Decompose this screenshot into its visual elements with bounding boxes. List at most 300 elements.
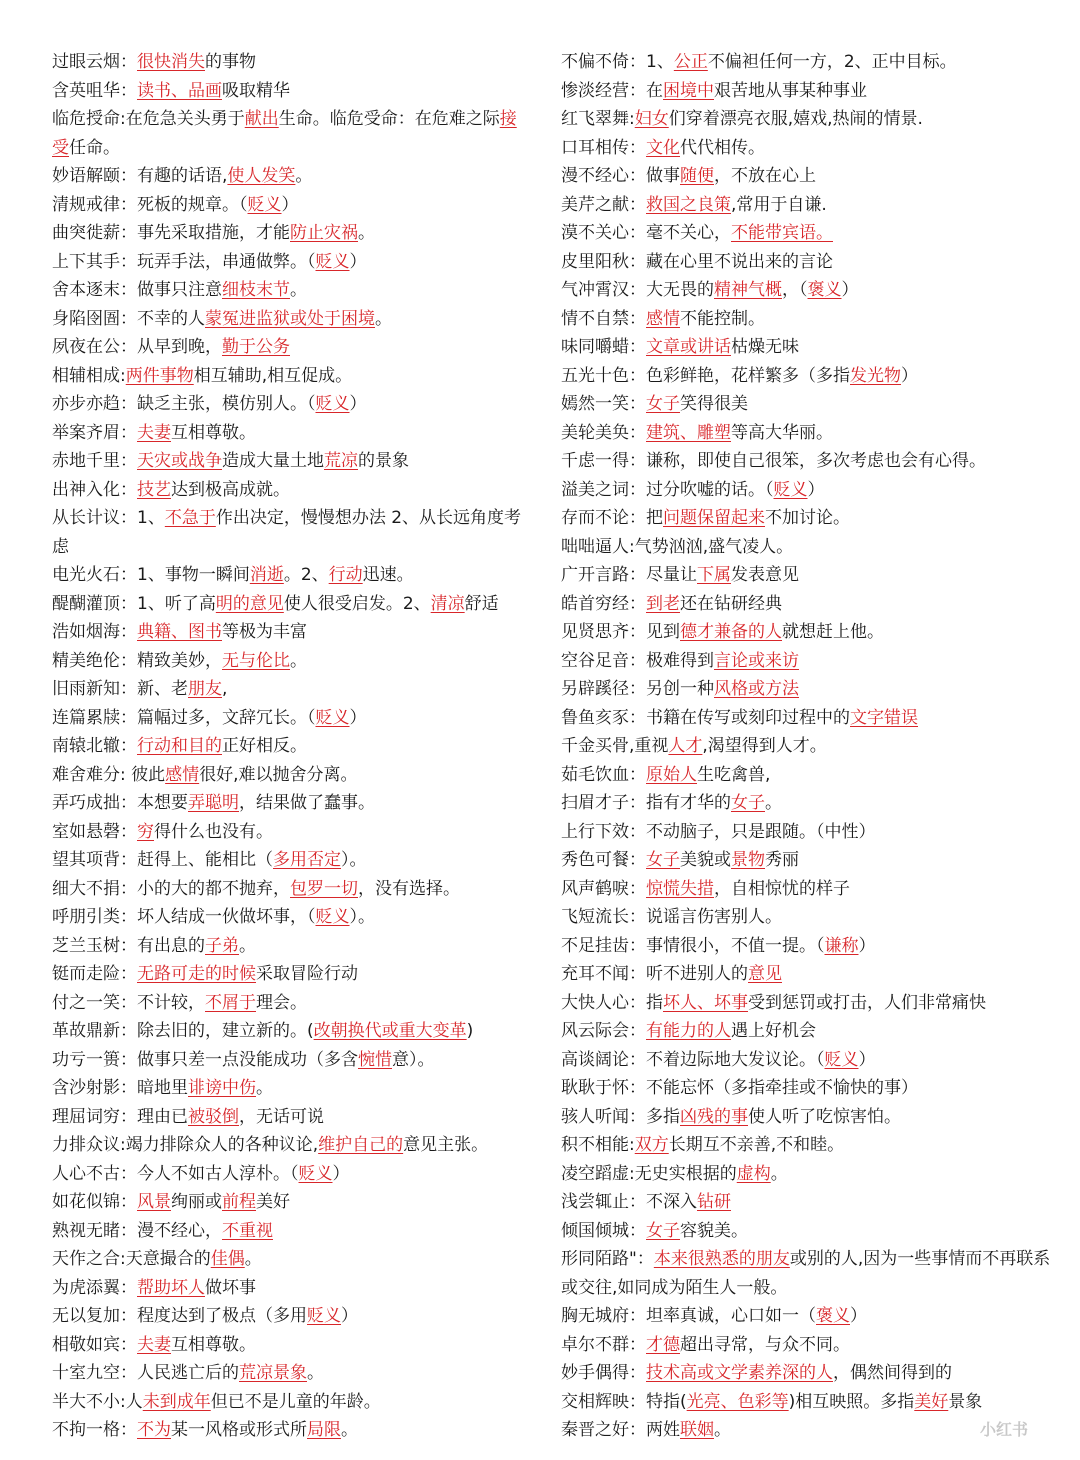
idiom-entry — [52, 77, 532, 106]
idiom-entry — [52, 618, 532, 647]
highlighted-text: 无路可走的时候 — [137, 964, 256, 984]
highlighted-text: 技艺 — [137, 479, 171, 500]
entry-text: 不加讨论。 — [765, 508, 850, 528]
highlighted-text: 建筑、雕塑 — [646, 422, 731, 443]
entry-text: 妙手偶得： — [561, 1363, 646, 1383]
idiom-entry — [561, 504, 1051, 533]
highlighted-text: 女子 — [731, 793, 765, 813]
highlighted-text: 本来很熟悉的朋友 — [653, 1249, 790, 1269]
entry-text: 皓首穷经： — [561, 593, 646, 614]
entry-text: 卓尔不群： — [561, 1334, 646, 1355]
entry-text: 浩如烟海： — [52, 622, 137, 642]
entry-text: 。 — [770, 1163, 788, 1184]
idiom-entry — [561, 362, 1051, 391]
entry-text: 生命。临危受命：在危难之际 — [278, 109, 500, 129]
entry-text: ） — [807, 479, 825, 500]
entry-text: 积不相能: — [561, 1135, 635, 1155]
highlighted-text: 典籍、图书 — [137, 622, 222, 642]
highlighted-text: 接受 — [52, 109, 517, 158]
idiom-entry — [561, 1331, 1051, 1360]
entry-text: 空谷足音：极难得到 — [561, 650, 714, 671]
entry-text: 气冲霄汉：大无畏的 — [561, 280, 714, 300]
highlighted-text: 使人发笑 — [227, 166, 296, 186]
idiom-entry — [561, 618, 1051, 647]
entry-text: 意见主张。 — [403, 1135, 489, 1155]
highlighted-text: 不屑于 — [205, 992, 256, 1013]
highlighted-text: 贬义 — [315, 907, 350, 927]
entry-text: 长期互不亲善,不和睦。 — [668, 1135, 845, 1155]
idiom-entry — [52, 675, 532, 704]
entry-text: 凌空蹈虚:无史实根据的 — [561, 1163, 737, 1184]
entry-text: ,常用于自谦. — [731, 194, 827, 215]
highlighted-text: 夫妻 — [137, 422, 171, 443]
highlighted-text: 美好 — [914, 1391, 949, 1412]
idiom-entry — [561, 191, 1051, 220]
entry-text: 很好,难以抛舍分离。 — [199, 764, 358, 785]
entry-text: 。2、 — [283, 565, 329, 585]
entry-text: 。 — [290, 280, 307, 300]
idiom-entry — [52, 1103, 532, 1132]
entry-text: ） — [841, 280, 859, 300]
highlighted-text: 虚构 — [736, 1163, 771, 1184]
entry-text: 红飞翠舞: — [561, 109, 635, 129]
idiom-entry — [561, 732, 1051, 761]
idiom-entry — [52, 362, 532, 391]
entry-text: ） — [332, 1163, 350, 1184]
highlighted-text: 明的意见 — [215, 593, 284, 614]
entry-text: 天作之合:天意撮合的 — [52, 1249, 211, 1269]
highlighted-text: 贬义 — [307, 1306, 341, 1326]
idiom-entry — [561, 1046, 1051, 1075]
entry-text: 。 — [256, 1078, 273, 1098]
entry-text: ，无话可说 — [239, 1106, 324, 1127]
highlighted-text: 褒义 — [807, 280, 842, 300]
idiom-entry — [561, 390, 1051, 419]
entry-text: 。 — [239, 935, 256, 956]
idiom-entry — [561, 1302, 1051, 1331]
idiom-entry — [561, 219, 1051, 248]
entry-text: 秦晋之好：两姓 — [561, 1420, 680, 1440]
entry-text: 难舍难分: 彼此 — [52, 764, 166, 785]
idiom-entry — [52, 989, 532, 1018]
entry-text: 或别的人,因为一些事情而不再联系或交往,如同成为陌生人一般。 — [561, 1249, 1051, 1298]
entry-text: 秀丽 — [765, 850, 799, 870]
entry-text: 骇人听闻：多指 — [561, 1106, 680, 1127]
entry-text: 相辅相成: — [52, 365, 126, 386]
highlighted-text: 荒凉 — [324, 451, 358, 471]
right-column — [561, 48, 1051, 1445]
highlighted-text: 凶残的事 — [680, 1106, 748, 1127]
highlighted-text: 救国之良策 — [646, 194, 731, 215]
highlighted-text: 不为 — [137, 1420, 171, 1440]
entry-text: 艰苦地从事某种事业 — [714, 80, 867, 101]
entry-text: 们穿着漂亮衣服,嬉戏,热闹的情景. — [668, 109, 923, 129]
highlighted-text: 包罗一切 — [290, 878, 358, 899]
entry-text: 室如悬磬： — [52, 821, 137, 842]
entry-text: ） — [341, 1306, 358, 1326]
idiom-entry — [52, 1017, 532, 1046]
entry-text: 鲁鱼亥豕：书籍在传写或刻印过程中的 — [561, 707, 850, 728]
entry-text: 相互辅助,相互促成。 — [193, 365, 353, 386]
entry-text: 不能控制。 — [680, 308, 765, 329]
highlighted-text: 无与伦比 — [222, 650, 290, 671]
entry-text: ）。 — [341, 850, 367, 870]
entry-text: 功亏一篑：做事只差一点没能成功（多含 — [52, 1049, 358, 1070]
entry-text: 生吃禽兽, — [697, 764, 771, 785]
idiom-entry — [561, 704, 1051, 733]
entry-text: 容貌美。 — [680, 1220, 748, 1241]
entry-text: 充耳不闻：听不进别人的 — [561, 964, 748, 984]
entry-text: ) — [466, 1021, 474, 1041]
left-column — [52, 48, 532, 1445]
idiom-entry — [52, 590, 532, 619]
idiom-entry — [52, 903, 532, 932]
idiom-entry — [52, 1046, 532, 1075]
idiom-entry — [52, 561, 532, 590]
idiom-entry — [561, 305, 1051, 334]
highlighted-text: 改朝换代或重大变革 — [313, 1021, 467, 1041]
entry-text: 风声鹤唳： — [561, 878, 646, 899]
entry-text: 美芹之献： — [561, 194, 646, 215]
entry-text: 熟视无睹：漫不经心， — [52, 1220, 222, 1241]
entry-text: , — [222, 679, 228, 699]
entry-text: 美轮美奂： — [561, 422, 646, 443]
idiom-entry — [52, 1074, 532, 1103]
highlighted-text: 人才 — [668, 736, 703, 756]
entry-text: 从长计议：1、 — [52, 508, 165, 528]
idiom-entry — [561, 248, 1051, 277]
entry-text: 不拘一格： — [52, 1420, 137, 1440]
entry-text: 绚丽或 — [171, 1192, 222, 1212]
entry-text: 举案齐眉： — [52, 422, 137, 443]
idiom-entry — [561, 1359, 1051, 1388]
highlighted-text: 文字错误 — [850, 707, 918, 728]
idiom-entry — [52, 1245, 532, 1274]
idiom-entry — [561, 476, 1051, 505]
entry-text: 使人听了吃惊害怕。 — [748, 1106, 901, 1127]
entry-text: 十室九空：人民逃亡后的 — [52, 1363, 239, 1383]
idiom-entry — [561, 789, 1051, 818]
entry-text: 迅速。 — [362, 565, 414, 585]
entry-text: 。 — [244, 1249, 262, 1269]
highlighted-text: 勤于公务 — [222, 337, 290, 357]
entry-text: 正好相反。 — [222, 736, 307, 756]
idiom-entry — [561, 846, 1051, 875]
entry-text: 半大不小:人 — [52, 1391, 143, 1412]
idiom-entry — [561, 1160, 1051, 1189]
highlighted-text: 公正 — [673, 52, 708, 72]
highlighted-text: 清凉 — [430, 593, 465, 614]
idiom-entry — [561, 903, 1051, 932]
entry-text: 的事物 — [205, 52, 256, 72]
highlighted-text: 读书、品画 — [137, 80, 222, 101]
highlighted-text: 被驳倒 — [188, 1106, 239, 1127]
entry-text: 千金买骨,重视 — [561, 736, 669, 756]
highlighted-text: 朋友 — [188, 679, 222, 699]
entry-text: 。 — [714, 1420, 731, 1440]
entry-text: ） — [349, 394, 367, 414]
entry-text: 。 — [375, 308, 392, 329]
entry-text: 做坏事 — [205, 1277, 256, 1298]
highlighted-text: 光亮、色彩等 — [686, 1391, 789, 1412]
entry-text: 耿耿于怀：不能忘怀（多指牵挂或不愉快的事） — [561, 1078, 918, 1098]
highlighted-text: 帮助坏人 — [137, 1277, 205, 1298]
highlighted-text: 不急于 — [164, 508, 216, 528]
entry-text: ，自相惊忧的样子 — [714, 878, 850, 899]
idiom-entry — [561, 675, 1051, 704]
entry-text: 不偏袒任何一方，2、正中目标。 — [707, 52, 957, 72]
idiom-entry — [561, 561, 1051, 590]
entry-text: 笑得很美 — [680, 394, 748, 414]
entry-text: 千虑一得：谦称，即使自己很笨，多次考虑也会有心得。 — [561, 451, 986, 471]
highlighted-text: 细枝末节 — [222, 280, 290, 300]
highlighted-text: 弄聪明 — [188, 793, 239, 813]
idiom-entry — [52, 960, 532, 989]
idiom-entry — [561, 1388, 1051, 1417]
highlighted-text: 行动和目的 — [137, 736, 222, 756]
entry-text: 互相尊敬。 — [171, 422, 256, 443]
idiom-entry — [52, 390, 532, 419]
idiom-entry — [561, 1217, 1051, 1246]
highlighted-text: 钻研 — [697, 1192, 731, 1212]
idiom-entry — [52, 846, 532, 875]
entry-text: 溢美之词：过分吹嘘的话。（ — [561, 479, 774, 500]
highlighted-text: 女子 — [646, 394, 680, 414]
highlighted-text: 行动 — [328, 565, 363, 585]
entry-text: 含英咀华： — [52, 80, 137, 101]
highlighted-text: 女子 — [646, 1220, 680, 1241]
highlighted-text: 荒凉景象 — [239, 1363, 307, 1383]
entry-text: 临危授命:在危急关头勇于 — [52, 109, 245, 129]
entry-text: 嫣然一笑： — [561, 394, 646, 414]
entry-text: 情不自禁： — [561, 308, 646, 329]
highlighted-text: 佳偶 — [210, 1249, 245, 1269]
idiom-entry — [561, 48, 1051, 77]
highlighted-text: 穷 — [137, 821, 154, 842]
entry-text: 等高大华丽。 — [731, 422, 833, 443]
idiom-entry — [52, 105, 532, 162]
idiom-entry — [52, 419, 532, 448]
idiom-entry — [52, 305, 532, 334]
idiom-entry — [52, 1359, 532, 1388]
entry-text: 身陷囹圄：不幸的人 — [52, 308, 205, 329]
idiom-entry — [52, 191, 532, 220]
entry-text: 赤地千里： — [52, 451, 137, 471]
entry-text: 交相辉映：特指( — [561, 1391, 687, 1412]
entry-text: ） — [349, 251, 367, 272]
entry-text: 扫眉才子：指有才华的 — [561, 793, 731, 813]
idiom-entry — [561, 333, 1051, 362]
idiom-entry — [561, 533, 1051, 562]
entry-text: 芝兰玉树：有出息的 — [52, 935, 205, 956]
entry-text: ，没有选择。 — [358, 878, 460, 899]
highlighted-text: 夫妻 — [137, 1334, 171, 1355]
idiom-entry — [52, 1217, 532, 1246]
highlighted-text: 到老 — [646, 593, 680, 614]
idiom-entry — [561, 590, 1051, 619]
entry-text: 革故鼎新：除去旧的，建立新的。( — [52, 1021, 314, 1041]
entry-text: 意）。 — [392, 1049, 435, 1070]
idiom-entry — [561, 1245, 1051, 1302]
highlighted-text: 下属 — [697, 565, 731, 585]
idiom-entry — [52, 476, 532, 505]
highlighted-text: 贬义 — [315, 707, 350, 728]
entry-text: 含沙射影：暗地里 — [52, 1078, 188, 1098]
entry-text: ，（ — [782, 280, 808, 300]
highlighted-text: 褒义 — [816, 1306, 850, 1326]
highlighted-text: 贬义 — [315, 251, 350, 272]
entry-text: 。 — [307, 1363, 324, 1383]
entry-text: 倾国倾城： — [561, 1220, 646, 1241]
idiom-entry — [561, 276, 1051, 305]
entry-text: 。 — [290, 650, 307, 671]
entry-text: 味同嚼蜡： — [561, 337, 646, 357]
highlighted-text: 贬义 — [298, 1163, 333, 1184]
entry-text: 醍醐灌顶：1、听了高 — [52, 593, 216, 614]
idiom-entry — [561, 1188, 1051, 1217]
idiom-entry — [561, 1416, 1051, 1445]
entry-text: 枯燥无味 — [731, 337, 799, 357]
highlighted-text: 原始人 — [646, 764, 697, 785]
entry-text: 遇上好机会 — [731, 1021, 816, 1041]
highlighted-text: 发光物 — [850, 365, 901, 386]
highlighted-text: 惊慌失措 — [646, 878, 714, 899]
entry-text: ） — [349, 707, 367, 728]
highlighted-text: 精神气概 — [714, 280, 782, 300]
entry-text: 皮里阳秋：藏在心里不说出来的言论 — [561, 251, 833, 272]
highlighted-text: 很快消失 — [137, 52, 205, 72]
entry-text: )相互映照。多指 — [788, 1391, 915, 1412]
idiom-entry — [561, 105, 1051, 134]
entry-text: 存而不论：把 — [561, 508, 663, 528]
entry-text: 咄咄逼人:气势汹汹,盛气凌人。 — [561, 536, 794, 557]
highlighted-text: 贬义 — [247, 194, 282, 215]
idiom-entry — [52, 932, 532, 961]
highlighted-text: 诽谤中伤 — [188, 1078, 256, 1098]
entry-text: 见贤思齐：见到 — [561, 622, 680, 642]
entry-text: 某一风格或形式所 — [171, 1420, 307, 1440]
entry-text: 呼朋引类：坏人结成一伙做坏事，（ — [52, 907, 316, 927]
highlighted-text: 联姻 — [680, 1420, 714, 1440]
idiom-entry — [52, 248, 532, 277]
entry-text: 舒适 — [464, 593, 499, 614]
highlighted-text: 献出 — [244, 109, 279, 129]
highlighted-text: 随便 — [680, 166, 714, 186]
entry-text: ,渴望得到人才。 — [702, 736, 827, 756]
entry-text: 五光十色：色彩鲜艳，花样繁多（多指 — [561, 365, 850, 386]
entry-text: ） — [281, 194, 299, 215]
idiom-entry — [52, 1160, 532, 1189]
watermark-logo: 小红书 — [979, 1420, 1028, 1439]
entry-text: 胸无城府：坦率真诚，心口如一（ — [561, 1306, 816, 1326]
highlighted-text: 维护自己的 — [318, 1135, 404, 1155]
entry-text: 漫不经心：做事 — [561, 166, 680, 186]
entry-text: 采取冒险行动 — [256, 964, 358, 984]
idiom-entry — [52, 1274, 532, 1303]
highlighted-text: 才德 — [646, 1334, 680, 1355]
entry-text: 不足挂齿：事情很小，不值一提。（ — [561, 935, 825, 956]
entry-text: 出神入化： — [52, 479, 137, 500]
entry-text: 形同陌路"： — [561, 1249, 654, 1269]
entry-text: 风云际会： — [561, 1021, 646, 1041]
highlighted-text: 风景 — [137, 1192, 171, 1212]
highlighted-text: 有能力的人 — [646, 1021, 731, 1041]
idiom-entry — [52, 1388, 532, 1417]
idiom-entry — [561, 989, 1051, 1018]
highlighted-text: 前程 — [222, 1192, 256, 1212]
entry-text: 的景象 — [358, 451, 409, 471]
entry-text: 南辕北辙： — [52, 736, 137, 756]
entry-text: 等极为丰富 — [222, 622, 307, 642]
entry-text: 过眼云烟： — [52, 52, 137, 72]
entry-text: 不偏不倚：1、 — [561, 52, 674, 72]
highlighted-text: 消逝 — [249, 565, 284, 585]
entry-text: 。 — [765, 793, 782, 813]
entry-text: 相敬如宾： — [52, 1334, 137, 1355]
idiom-entry — [561, 1017, 1051, 1046]
idiom-entry — [561, 1131, 1051, 1160]
entry-text: 清规戒律：死板的规章。（ — [52, 194, 248, 215]
idiom-entry — [561, 818, 1051, 847]
idiom-entry — [52, 162, 532, 191]
idiom-entry — [52, 276, 532, 305]
highlighted-text: 坏人、坏事 — [663, 992, 748, 1013]
entry-text: 造成大量土地 — [222, 451, 324, 471]
idiom-entry — [561, 162, 1051, 191]
idiom-entry — [561, 932, 1051, 961]
highlighted-text: 女子 — [646, 850, 680, 870]
entry-text: 为虎添翼： — [52, 1277, 137, 1298]
highlighted-text: 意见 — [748, 964, 782, 984]
idiom-entry — [52, 219, 532, 248]
entry-text: 妙语解颐：有趣的话语, — [52, 166, 228, 186]
entry-text: 付之一笑：不计较， — [52, 992, 205, 1013]
idiom-entry — [52, 1131, 532, 1160]
entry-text: 还在钻研经典 — [680, 593, 782, 614]
entry-text: ） — [858, 1049, 876, 1070]
idiom-entry — [561, 1074, 1051, 1103]
idiom-entry — [561, 875, 1051, 904]
highlighted-text: 不能带宾语。 — [731, 223, 833, 243]
entry-text: 就想赶上他。 — [782, 622, 884, 642]
idiom-entry — [52, 875, 532, 904]
entry-text: ）。 — [349, 907, 375, 927]
highlighted-text: 景物 — [731, 850, 765, 870]
entry-text: 茹毛饮血： — [561, 764, 646, 785]
entry-text: 上行下效：不动脑子，只是跟随。（中性） — [561, 821, 876, 842]
highlighted-text: 贬义 — [824, 1049, 859, 1070]
highlighted-text: 文化 — [646, 137, 680, 158]
highlighted-text: 不重视 — [222, 1220, 273, 1241]
highlighted-text: 两件事物 — [125, 365, 194, 386]
entry-text: 受到惩罚或打击，人们非常痛快 — [748, 992, 986, 1013]
entry-text: 连篇累牍：篇幅过多，文辞冗长。（ — [52, 707, 316, 728]
entry-text: ，结果做了蠢事。 — [239, 793, 375, 813]
highlighted-text: 蒙冤进监狱或处于困境 — [205, 308, 375, 329]
entry-text: 望其项背：赶得上、能相比（ — [52, 850, 273, 870]
highlighted-text: 困境中 — [663, 80, 714, 101]
entry-text: 代代相传。 — [680, 137, 765, 158]
highlighted-text: 德才兼备的人 — [680, 622, 782, 642]
idiom-entry — [52, 732, 532, 761]
idiom-entry — [52, 647, 532, 676]
entry-text: 口耳相传： — [561, 137, 646, 158]
highlighted-text: 文章或讲话 — [646, 337, 731, 357]
entry-text: 大快人心：指 — [561, 992, 663, 1013]
idiom-entry — [561, 134, 1051, 163]
entry-text: 飞短流长：说谣言伤害别人。 — [561, 907, 782, 927]
idiom-entry — [52, 1331, 532, 1360]
